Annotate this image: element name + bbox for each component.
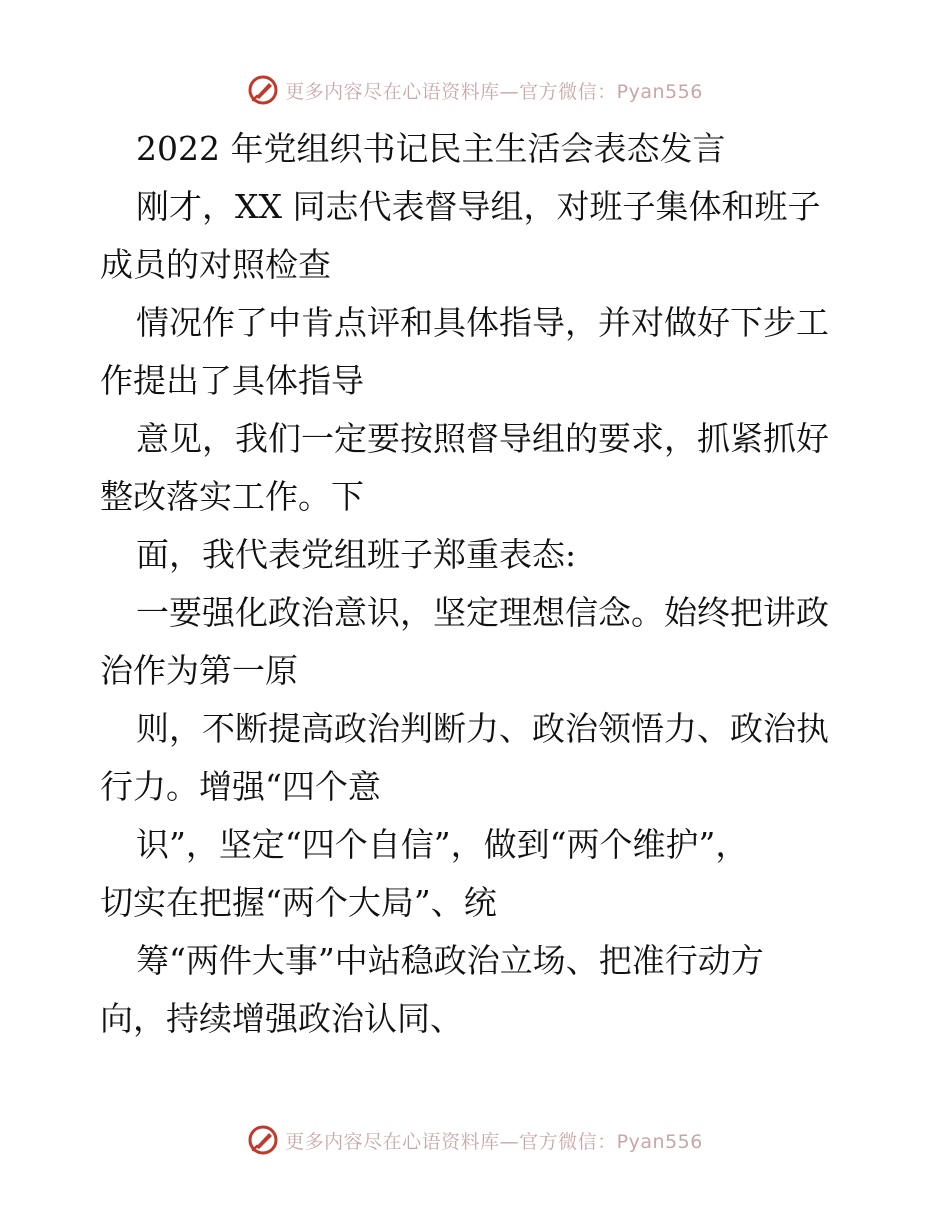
header-watermark-banner <box>0 70 950 110</box>
paragraph-line: 成员的对照检查 <box>100 245 331 284</box>
paragraph-line: 刚才，XX 同志代表督导组，对班子集体和班子 <box>136 187 821 226</box>
paragraph-line: 切实在把握“两个大局”、统 <box>100 883 497 922</box>
paragraph-line: 一要强化政治意识，坚定理想信念。始终把讲政 <box>136 593 829 632</box>
footer-watermark-banner <box>0 1120 950 1160</box>
paragraph-line: 意见，我们一定要按照督导组的要求，抓紧抓好 <box>136 419 829 458</box>
paragraph-line: 整改落实工作。下 <box>100 477 364 516</box>
paragraph-line: 治作为第一原 <box>100 651 298 690</box>
document-title: 2022 年党组织书记民主生活会表态发言 <box>136 129 726 168</box>
paragraph-line: 则，不断提高政治判断力、政治领悟力、政治执 <box>136 709 829 748</box>
document-body <box>100 120 860 1048</box>
paragraph-line: 作提出了具体指导 <box>100 361 364 400</box>
paragraph-line: 行力。增强“四个意 <box>100 767 381 806</box>
paragraph-line: 面，我代表党组班子郑重表态: <box>136 535 577 574</box>
quill-pen-icon <box>247 1124 279 1156</box>
paragraph-line: 向，持续增强政治认同、 <box>100 999 463 1038</box>
paragraph-line: 筹“两件大事”中站稳政治立场、把准行动方 <box>136 941 764 980</box>
quill-pen-icon <box>247 74 279 106</box>
paragraph-line: 识”，坚定“四个自信”，做到“两个维护”， <box>136 825 749 864</box>
paragraph-line: 情况作了中肯点评和具体指导，并对做好下步工 <box>136 303 829 342</box>
footer-watermark-text: 更多内容尽在心语资料库—官方微信：Pyan556 <box>285 1130 703 1153</box>
header-watermark-text: 更多内容尽在心语资料库—官方微信：Pyan556 <box>285 80 703 103</box>
